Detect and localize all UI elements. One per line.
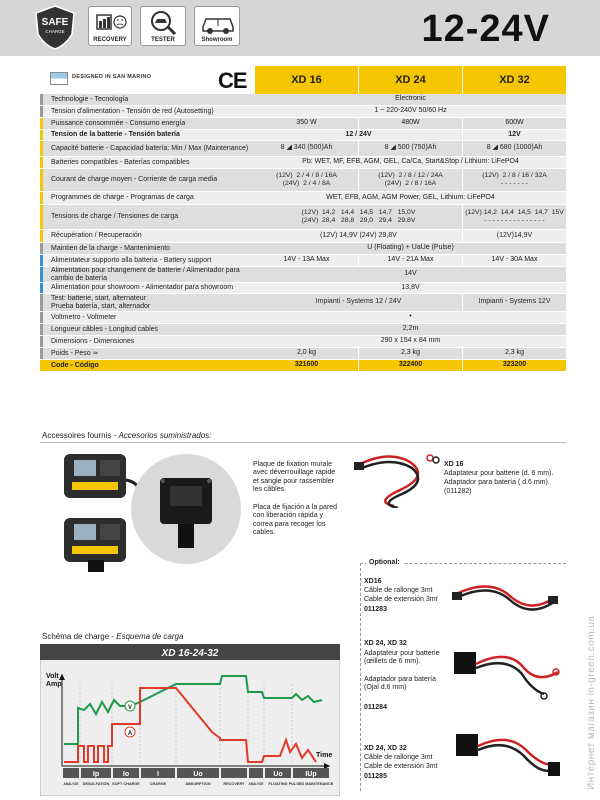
- phase-name: SOFT CHARGE: [112, 782, 140, 786]
- spec-cell: 290 x 154 x 84 mm: [380, 337, 441, 345]
- spec-row: [40, 169, 566, 192]
- spec-cell: Electronic: [395, 95, 426, 103]
- phase-labels: [63, 768, 334, 786]
- spec-row-label: Alimentation pour changement de batterie / Alimentador para cambio de batería: [51, 267, 240, 282]
- x-label-time: Time: [316, 752, 333, 759]
- current-marker: A: [127, 731, 133, 737]
- spec-row-label: Technologie - Tecnología: [51, 95, 129, 103]
- opt1-cable-image: [450, 574, 560, 624]
- xd16-title: XD 16: [444, 461, 464, 468]
- spec-row: [40, 157, 566, 169]
- phase-code: Uo: [193, 771, 203, 778]
- spec-row-label: Voltmetro - Voltmeter: [51, 313, 117, 321]
- phase-name: PULSED MAINTENANCE: [288, 782, 334, 786]
- spec-cell: 1 ~ 220-240V 50/60 Hz: [374, 107, 447, 115]
- phase-code: Uo: [273, 771, 283, 778]
- spec-row: [40, 360, 566, 372]
- watermark: Интернет магазин in-green.com.ua: [586, 615, 597, 790]
- spec-cell: Impianti - Systems 12V: [462, 294, 566, 311]
- designed-label: DESIGNED IN SAN MARINO: [72, 74, 152, 80]
- spec-cell: •: [409, 313, 412, 321]
- model-header-xd16: XD 16: [255, 66, 358, 94]
- phase-code: Ip: [92, 771, 100, 778]
- charge-title-es: Esquema de carga: [116, 632, 184, 641]
- spec-row: [40, 230, 566, 243]
- spec-row-label: Puissance consommée - Consumo energía: [51, 119, 186, 127]
- phase-code: Io: [122, 771, 130, 778]
- spec-cell: 480W: [358, 118, 462, 129]
- spec-row-label: Récupération / Recuperación: [51, 232, 142, 240]
- recovery-label: RECOVERY: [93, 37, 127, 43]
- spec-row: [40, 94, 566, 106]
- spec-row: [40, 106, 566, 118]
- tester-label: TESTER: [151, 37, 175, 43]
- charge-title-fr: Schéma de charge -: [42, 632, 117, 641]
- showroom-label: Showroom: [201, 37, 233, 43]
- opt3-text-fr: Câble de rallonge 3mt: [364, 754, 433, 761]
- spec-cell: 321600: [294, 361, 319, 369]
- divider: [40, 442, 566, 443]
- xd16-code: (011282): [444, 488, 472, 495]
- opt3-title: XD 24, XD 32: [364, 745, 407, 752]
- spec-cell: 323200: [462, 360, 566, 371]
- opt2-text-fr: Adaptateur pour batterie (œillets de 6 mm).: [364, 650, 440, 666]
- spec-row-label: Capacité batterie - Capacidad batería: Min / Max (Maintenance): [51, 144, 249, 152]
- opt1-code: 011283: [364, 606, 387, 613]
- spec-header-row: [40, 66, 566, 94]
- spec-row-label: Test: batterie, start, alternateur Prueba batería, start, alternador: [51, 295, 151, 310]
- accessories-title-es: Accesorios suministrados:: [118, 431, 212, 440]
- voltage-title: 12-24V: [421, 8, 550, 50]
- spec-row: [40, 348, 566, 360]
- opt3-cable-image: [448, 724, 562, 790]
- tester-badge: [140, 6, 186, 46]
- spec-cell: U (Floating) + UaUe (Pulse): [367, 244, 454, 252]
- spec-row: [40, 312, 566, 324]
- battery-face-icon: [89, 7, 133, 37]
- model-header-xd32: XD 32: [463, 66, 566, 94]
- spec-row-label: Batteries compatibles - Baterías compatibles: [51, 158, 190, 166]
- spec-row-label: Longueur câbles - Longitud cables: [51, 325, 159, 333]
- spec-row-label: Alimentateur supporto alla batteria - Battery support: [51, 256, 212, 264]
- spec-row-label: Tensions de charge / Tensiones de carga: [51, 213, 179, 221]
- spec-cell: 2,0 kg: [296, 349, 317, 357]
- optional-label: Optional:: [366, 559, 403, 567]
- wall-plate-text-es: Placa de fijación a la pared con liberación rápida y correa para recoger los cables.: [253, 504, 338, 537]
- spec-row: [40, 283, 566, 294]
- safe-charge-logo: [32, 4, 78, 50]
- spec-cell: 8 ◢ 500 (750)Ah: [358, 141, 462, 156]
- opt2-code: 011284: [364, 704, 387, 711]
- spec-cell: 14V: [404, 270, 417, 278]
- page-header: [0, 0, 600, 56]
- spec-row: [40, 141, 566, 157]
- opt1-text-fr: Câble de rallonge 3mt: [364, 587, 433, 594]
- san-marino-flag-icon: [50, 72, 68, 85]
- voltage-marker: V: [127, 705, 133, 711]
- spec-row: [40, 192, 566, 205]
- opt1-title: XD16: [364, 578, 382, 585]
- y-label-volt: Volt: [46, 673, 59, 680]
- spec-row: [40, 255, 566, 267]
- magnifier-car-icon: [141, 7, 187, 37]
- accessories-title: [42, 431, 211, 440]
- spec-row: [40, 118, 566, 130]
- phase-name: ANALYSE: [63, 782, 79, 786]
- safe-label: SAFE: [41, 17, 69, 28]
- opt2-cable-image: [448, 642, 562, 702]
- xd16-text-es: Adaptador para batería ( d.6 mm).: [444, 479, 550, 486]
- spec-cell: 14V - 30A Max: [462, 255, 566, 266]
- spec-row-label: Courant de charge moyen - Corriente de carga media: [51, 176, 218, 184]
- phase-code: IUp: [305, 771, 317, 778]
- opt3-code: 011285: [364, 773, 387, 780]
- spec-cell: 14V - 13A Max: [283, 256, 330, 264]
- spec-cell: 600W: [462, 118, 566, 129]
- spec-row-label: Tension de la batterie - Tensión batería: [51, 131, 180, 139]
- opt1-text-es: Cable de extensión 3mt: [364, 596, 438, 603]
- phase-name: RECOVERY: [223, 782, 245, 786]
- car-icon: [195, 7, 241, 37]
- ce-mark: CE: [218, 68, 247, 93]
- phase-box: [63, 768, 79, 778]
- spec-cell: Pb: WET, MF, EFB, AGM, GEL, Ca/Ca, Start&Stop / Lithium: LiFePO4: [302, 158, 519, 166]
- spec-row-label: Code - Código: [51, 361, 99, 369]
- spec-cell: WET, EFB, AGM, AGM Power, GEL, Lithium: LiFePO4: [326, 193, 495, 201]
- recovery-badge: [88, 6, 132, 46]
- chart-title: XD 16-24-32: [161, 648, 219, 659]
- spec-cell: 8 ◢ 680 (1000)Ah: [462, 141, 566, 156]
- opt2-title: XD 24, XD 32: [364, 640, 407, 647]
- xd16-text-fr: Adaptateur pour batterie (d. 6 mm).: [444, 470, 554, 477]
- spec-row: [40, 243, 566, 255]
- phase-code: I: [157, 771, 159, 778]
- spec-cell: Impianti - Systems 12 / 24V: [315, 298, 402, 306]
- wall-plate-text-fr: Plaque de fixation murale avec déverrouillage rapide et sangle pour rassembler les câbles.: [253, 461, 336, 494]
- spec-cell: (12V) 14,2 14,4 14,5 14,7 15,0V (24V) 28,4 28,8 29,0 29,4 29,8V: [301, 209, 416, 224]
- spec-cell: (12V) 2 / 8 / 12 / 24A (24V) 2 / 8 / 16A: [358, 169, 462, 191]
- spec-cell: 2,3 kg: [358, 348, 462, 359]
- spec-cell: 12V: [462, 130, 566, 140]
- showroom-badge: [194, 6, 240, 46]
- charge-diagram-title: [42, 632, 183, 641]
- xd16-cable-image: [350, 450, 440, 508]
- phase-name: CHARGE: [149, 782, 167, 786]
- spec-cell: (12V) 14,2 14,4 14,5 14,7 15V - - - - - - - - - - - - - - -: [462, 205, 566, 229]
- spec-row-label: Tension d'alimentation - Tensión de red (Autosetting): [51, 107, 214, 115]
- spec-row-label: Poids - Peso ≃: [51, 349, 99, 357]
- charge-curve-diagram: [40, 644, 340, 796]
- phase-box: [221, 768, 247, 778]
- spec-cell: 8 ◢ 340 (500)Ah: [280, 144, 333, 152]
- phase-name: ANALYSE: [248, 782, 264, 786]
- accessories-title-fr: Accessoires fournis -: [42, 431, 119, 440]
- spec-row: [40, 294, 566, 312]
- spec-row: [40, 336, 566, 348]
- spec-row: [40, 324, 566, 336]
- spec-cell: (12V) 2 / 8 / 16 / 32A - - - - - - -: [462, 169, 566, 191]
- spec-row: [40, 267, 566, 283]
- y-label-amp: Amp: [46, 681, 62, 688]
- phase-box: [249, 768, 263, 778]
- model-header-xd24: XD 24: [359, 66, 462, 94]
- phase-name: ABSORPTION: [185, 782, 211, 786]
- spec-row-label: Dimensions - Dimensiones: [51, 337, 135, 345]
- phase-name: DESULFATION: [82, 782, 110, 786]
- spec-row-label: Maintien de la charge - Mantenimiento: [51, 244, 171, 252]
- spec-table: [40, 66, 566, 372]
- spec-cell: 14V - 21A Max: [358, 255, 462, 266]
- spec-cell: (12V) 14,9V (24V) 29,8V: [320, 231, 397, 239]
- spec-row-label: Alimentation pour showroom - Alimentador para showroom: [51, 284, 234, 292]
- spec-rows: [40, 94, 566, 372]
- spec-cell: 2,3 kg: [462, 348, 566, 359]
- opt2-text-es: Adaptador para batería (Ojal d.6 mm): [364, 676, 436, 692]
- spec-cell: 13,8V: [401, 283, 420, 291]
- spec-cell: 12 / 24V: [345, 130, 372, 138]
- charge-label: CHARGE: [45, 29, 65, 34]
- spec-row: [40, 205, 566, 230]
- spec-cell: 2,2m: [402, 325, 419, 333]
- spec-cell: 322400: [358, 360, 462, 371]
- wall-plate-image: [130, 448, 242, 570]
- phase-name: FLOATING: [268, 782, 288, 786]
- spec-row: [40, 130, 566, 141]
- spec-row-label: Programmes de charge - Programas de carga: [51, 194, 194, 202]
- spec-cell: (12V) 2 / 4 / 8 / 16A (24V) 2 / 4 / 8A: [276, 172, 337, 187]
- spec-cell: (12V)14,9V: [462, 230, 566, 242]
- opt3-text-es: Cable de extensión 3mt: [364, 763, 438, 770]
- spec-cell: 350 W: [296, 119, 317, 127]
